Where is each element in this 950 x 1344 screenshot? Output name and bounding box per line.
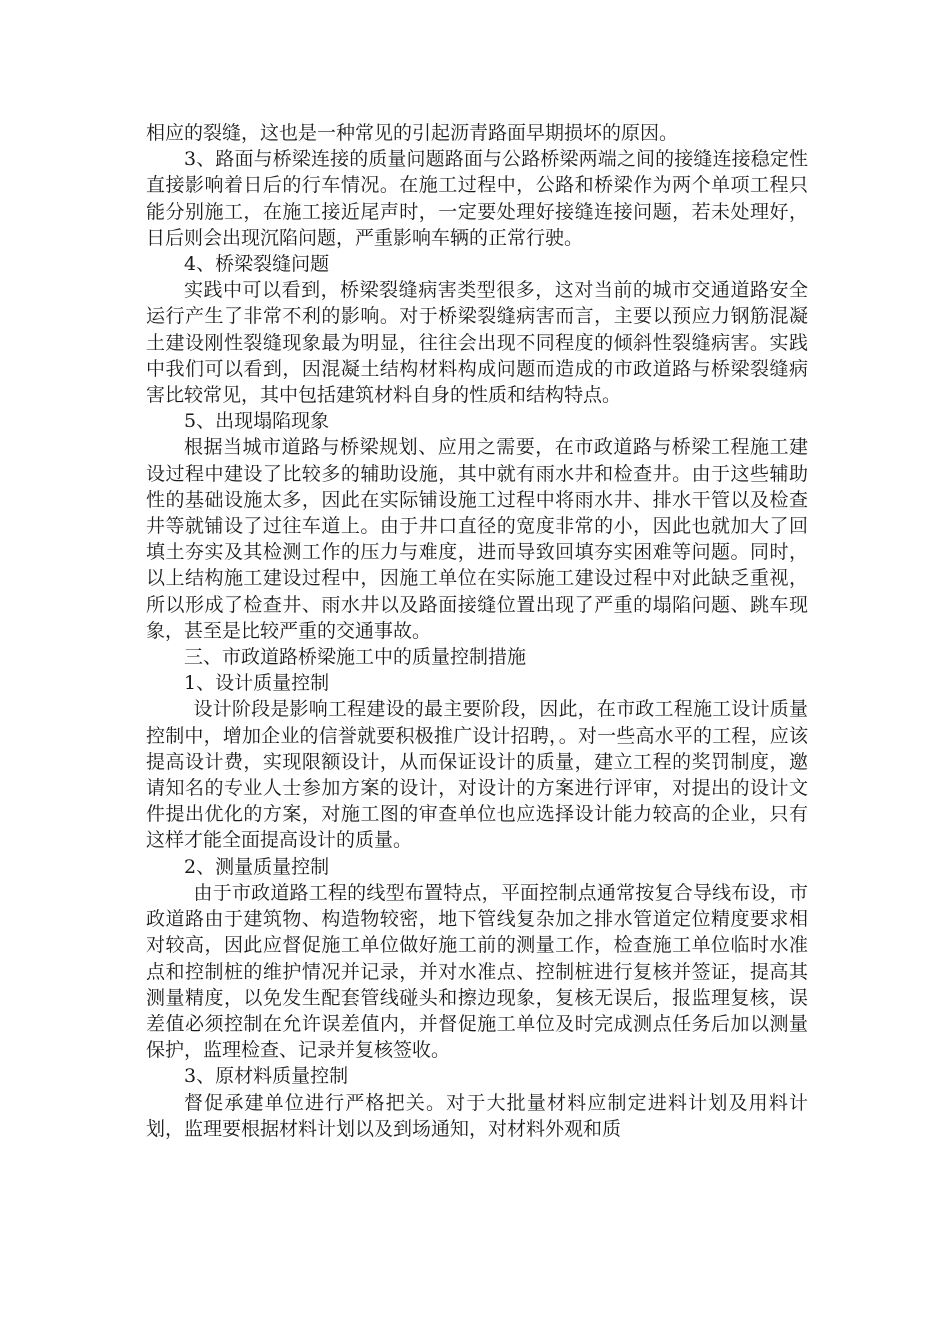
heading-material-quality: 3、原材料质量控制 — [184, 1065, 349, 1088]
paragraph-survey-quality: 由于市政道路工程的线型布置特点，平面控制点通常按复合导线布设，市政道路由于建筑物、构造物较密，地下管线复杂加之排水管道定位精度要求相对较高，因此应督促施工单位做好施工前的测量工作，检查施工单位临时水准点和控制桩的维护情况并记录，并对水准点、控制桩进行复核并签证，提高其测量精度，以免发生配套管线碰头和擦边现象，复核无误后，报监理复核，误差值必须控制在允许误差值内，并督促施工单位及时完成测点任务后加以测量保护，监理检查、记录并复核签收。 — [146, 881, 808, 1062]
paragraph-material-quality: 督促承建单位进行严格把关。对于大批量材料应制定进料计划及用料计划，监理要根据材料计划以及到场通知，对材料外观和质 — [146, 1091, 808, 1140]
paragraph-cracks-continued: 相应的裂缝，这也是一种常见的引起沥青路面早期损坏的原因。 — [146, 122, 679, 144]
heading-collapse: 5、出现塌陷现象 — [184, 410, 330, 433]
heading-bridge-cracks: 4、桥梁裂缝问题 — [184, 253, 330, 276]
paragraph-road-bridge-connection: 3、路面与桥梁连接的质量问题路面与公路桥梁两端之间的接缝连接稳定性直接影响着日后的行车情况。在施工过程中，公路和桥梁作为两个单项工程只能分别施工，在施工接近尾声时，一定要处理好接缝连接问题，若未处理好，日后则会出现沉陷问题，严重影响车辆的正常行驶。 — [146, 148, 808, 249]
document-body — [146, 120, 808, 1142]
paragraph-bridge-cracks: 实践中可以看到，桥梁裂缝病害类型很多，这对当前的城市交通道路安全运行产生了非常不利的影响。对于桥梁裂缝病害而言，主要以预应力钢筋混凝土建设刚性裂缝现象最为明显，往往会出现不同程度的倾斜性裂缝病害。实践中我们可以看到，因混凝土结构材料构成问题而造成的市政道路与桥梁裂缝病害比较常见，其中包括建筑材料自身的性质和结构特点。 — [146, 279, 808, 407]
paragraph-collapse: 根据当城市道路与桥梁规划、应用之需要，在市政道路与桥梁工程施工建设过程中建设了比较多的辅助设施，其中就有雨水井和检查井。由于这些辅助性的基础设施太多，因此在实际铺设施工过程中将雨水井、排水干管以及检查井等就铺设了过往车道上。由于井口直径的宽度非常的小，因此也就加大了回填土夯实及其检测工作的压力与难度，进而导致回填夯实困难等问题。同时，以上结构施工建设过程中，因施工单位在实际施工建设过程中对此缺乏重视，所以形成了检查井、雨水井以及路面接缝位置出现了严重的塌陷问题、跳车现象，甚至是比较严重的交通事故。 — [146, 436, 808, 642]
heading-design-quality: 1、设计质量控制 — [184, 672, 330, 695]
heading-survey-quality: 2、测量质量控制 — [184, 855, 330, 878]
paragraph-design-quality: 设计阶段是影响工程建设的最主要阶段，因此，在市政工程施工设计质量控制中，增加企业的信誉就要积极推广设计招聘，。对一些高水平的工程，应该提高设计费，实现限额设计，从而保证设计的质量，建立工程的奖罚制度，邀请知名的专业人士参加方案的设计，对设计的方案进行评审，对提出的设计文件提出优化的方案，对施工图的审查单位也应选择设计能力较高的企业，只有这样才能全面提高设计的质量。 — [146, 698, 808, 852]
section-heading-quality-control: 三、市政道路桥梁施工中的质量控制措施 — [184, 646, 527, 669]
